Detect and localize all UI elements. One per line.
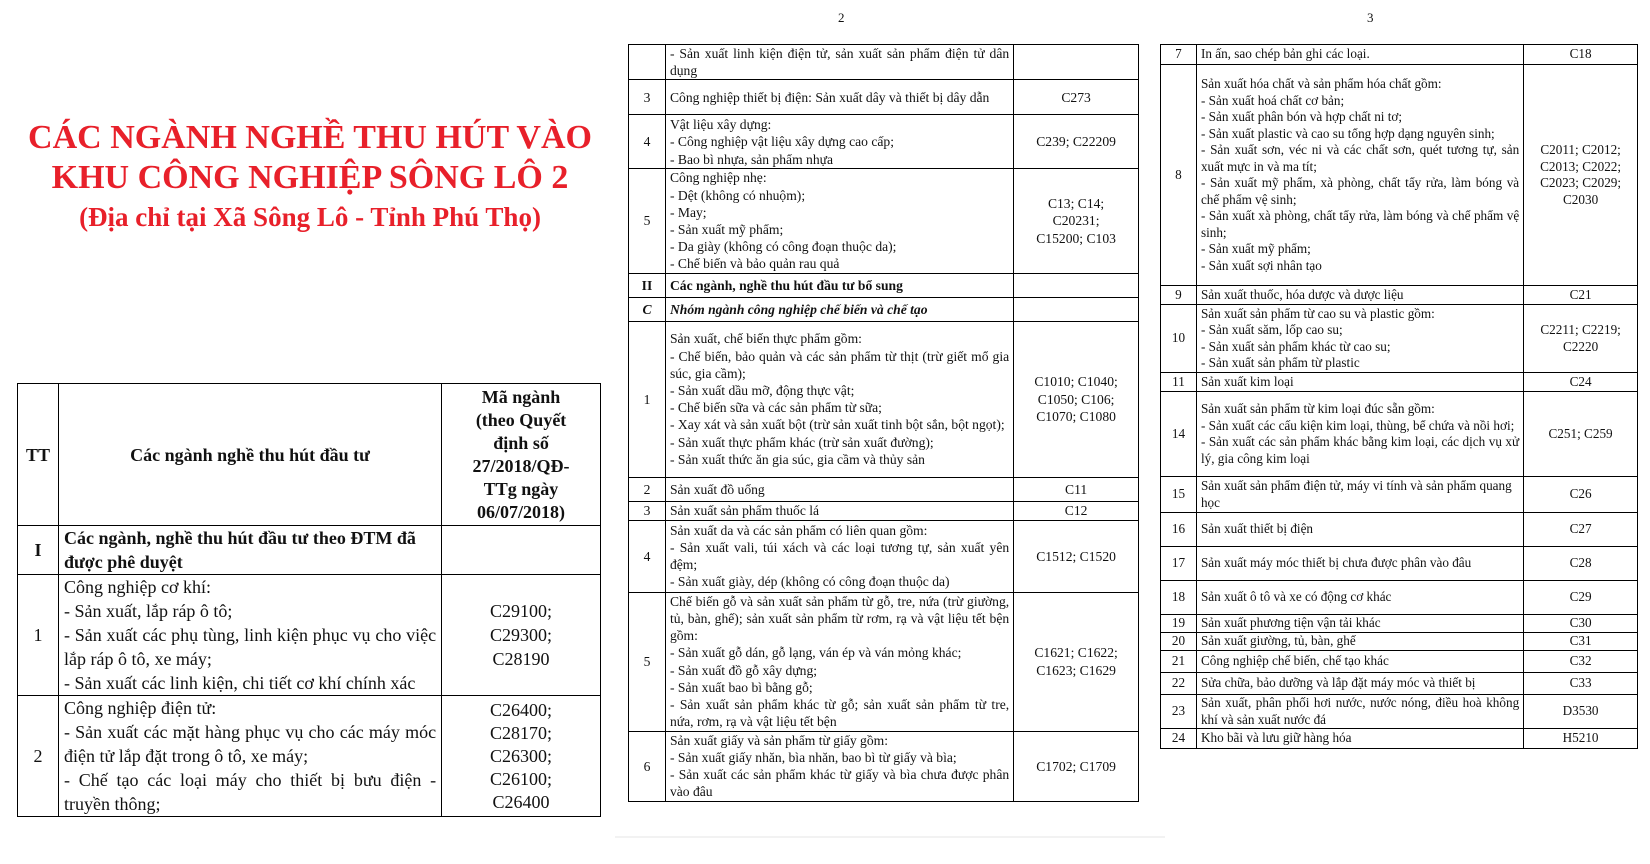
row-code bbox=[1014, 45, 1139, 80]
row-code: C28 bbox=[1524, 547, 1638, 581]
row-code: C27 bbox=[1524, 513, 1638, 547]
row-desc: Các ngành, nghề thu hút đầu tư bổ sung bbox=[665, 273, 1013, 297]
table-row bbox=[1161, 695, 1638, 729]
title-address: (Địa chỉ tại Xã Sông Lô - Tỉnh Phú Thọ) bbox=[79, 202, 541, 232]
table-row bbox=[629, 592, 1139, 731]
row-tt bbox=[629, 45, 666, 80]
table-row bbox=[18, 575, 601, 696]
row-tt: 11 bbox=[1161, 373, 1197, 392]
row-tt: 22 bbox=[1161, 673, 1197, 695]
row-tt: 6 bbox=[629, 731, 666, 801]
table-row bbox=[629, 520, 1139, 592]
row-code: D3530 bbox=[1524, 695, 1638, 729]
table-row bbox=[1161, 392, 1638, 477]
row-tt: 18 bbox=[1161, 581, 1197, 615]
page-number-3: 3 bbox=[1367, 10, 1374, 25]
row-code: C29 bbox=[1524, 581, 1638, 615]
row-desc: Sản xuất sản phẩm thuốc lá bbox=[665, 501, 1013, 520]
row-desc: Sản xuất thiết bị điện bbox=[1196, 513, 1523, 547]
row-code: C11 bbox=[1014, 477, 1139, 501]
row-code: C18 bbox=[1524, 45, 1638, 65]
row-desc: Sản xuất ô tô và xe có động cơ khác bbox=[1196, 581, 1523, 615]
row-desc: Sản xuất hóa chất và sản phẩm hóa chất gồm: - Sản xuất hoá chất cơ bản; - Sản xuất phân bón và hợp chất ni tơ; - Sản xuất plastic và cao su tổng hợp dạng nguyên sinh; - Sản xuất sơn, véc ni và các chất sơn, quét tương tự, sản xuất mực in và ma tít; - Sản xuất mỹ phẩm, xà phòng, chất tẩy rửa, làm bóng và chế phẩm vệ sinh; - Sản xuất xà phòng, chất tẩy rửa, làm bóng và chế phẩm vệ sinh; - Sản xuất mỹ phẩm; - Sản xuất sợi nhân tạo bbox=[1196, 65, 1523, 286]
row-tt: 16 bbox=[1161, 513, 1197, 547]
table-row bbox=[18, 696, 601, 817]
row-code: C30 bbox=[1524, 615, 1638, 633]
row-desc: Sản xuất máy móc thiết bị chưa được phân vào đâu bbox=[1196, 547, 1523, 581]
row-desc: Sửa chữa, bảo dưỡng và lắp đặt máy móc và thiết bị bbox=[1196, 673, 1523, 695]
table-row bbox=[1161, 65, 1638, 286]
table-row bbox=[18, 526, 601, 575]
row-code: C12 bbox=[1014, 501, 1139, 520]
row-tt: 5 bbox=[629, 169, 666, 273]
row-code: C32 bbox=[1524, 651, 1638, 673]
row-code: C251; C259 bbox=[1524, 392, 1638, 477]
table-header-row bbox=[18, 384, 601, 526]
row-tt: 2 bbox=[18, 696, 59, 817]
row-tt: C bbox=[629, 297, 666, 321]
table-row bbox=[629, 501, 1139, 520]
row-desc: Sản xuất giường, tủ, bàn, ghế bbox=[1196, 633, 1523, 651]
row-tt: 4 bbox=[629, 115, 666, 169]
row-desc: Công nghiệp chế biến, chế tạo khác bbox=[1196, 651, 1523, 673]
row-desc: Sản xuất da và các sản phẩm có liên quan gồm: - Sản xuất vali, túi xách và các loại tương tự, sản xuất yên đệm; - Sản xuất giày, dép (không có công đoạn thuộc da) bbox=[665, 520, 1013, 592]
row-tt: 3 bbox=[629, 501, 666, 520]
row-code: C2011; C2012; C2013; C2022; C2023; C2029; C2030 bbox=[1524, 65, 1638, 286]
table-row bbox=[629, 321, 1139, 477]
table-row bbox=[1161, 477, 1638, 513]
row-desc: Sản xuất, phân phối hơi nước, nước nóng, điều hoà không khí và sản xuất nước đá bbox=[1196, 695, 1523, 729]
row-desc: - Sản xuất linh kiện điện tử, sản xuất sản phẩm điện tử dân dụng bbox=[665, 45, 1013, 80]
row-desc: In ấn, sao chép bản ghi các loại. bbox=[1196, 45, 1523, 65]
row-desc: Công nghiệp thiết bị điện: Sản xuất dây và thiết bị dây dẫn bbox=[665, 80, 1013, 115]
row-tt: I bbox=[18, 526, 59, 575]
row-code: C26 bbox=[1524, 477, 1638, 513]
row-tt: 15 bbox=[1161, 477, 1197, 513]
header-industry: Các ngành nghề thu hút đầu tư bbox=[58, 384, 441, 526]
row-tt: 8 bbox=[1161, 65, 1197, 286]
table-row bbox=[1161, 673, 1638, 695]
row-code: C239; C22209 bbox=[1014, 115, 1139, 169]
industry-table-page-1 bbox=[17, 383, 601, 817]
row-desc: Công nghiệp cơ khí: - Sản xuất, lắp ráp ô tô; - Sản xuất các phụ tùng, linh kiện phục vụ cho việc lắp ráp ô tô, xe máy; - Sản xuất các linh kiện, chi tiết cơ khí chính xác bbox=[58, 575, 441, 696]
row-tt: 21 bbox=[1161, 651, 1197, 673]
table-row bbox=[1161, 45, 1638, 65]
row-code: C13; C14; C20231; C15200; C103 bbox=[1014, 169, 1139, 273]
row-code: C33 bbox=[1524, 673, 1638, 695]
row-desc: Sản xuất sản phẩm từ cao su và plastic gồm: - Sản xuất săm, lốp cao su; - Sản xuất sản phẩm khác từ cao su; - Sản xuất sản phẩm từ plastic bbox=[1196, 305, 1523, 373]
row-desc: Sản xuất sản phẩm điện tử, máy vi tính và sản phẩm quang học bbox=[1196, 477, 1523, 513]
row-desc: Vật liệu xây dựng: - Công nghiệp vật liệu xây dựng cao cấp; - Bao bì nhựa, sản phẩm nhựa bbox=[665, 115, 1013, 169]
row-desc: Sản xuất phương tiện vận tải khác bbox=[1196, 615, 1523, 633]
table-row bbox=[1161, 373, 1638, 392]
row-code: C1010; C1040; C1050; C106; C1070; C1080 bbox=[1014, 321, 1139, 477]
page-number-2: 2 bbox=[838, 10, 845, 25]
row-code: C31 bbox=[1524, 633, 1638, 651]
row-desc: Chế biến gỗ và sản xuất sản phẩm từ gỗ, tre, nứa (trừ giường, tủ, bàn, ghế); sản xuất sản phẩm từ rơm, rạ và vật liệu tết bện gồm: - Sản xuất gỗ dán, gỗ lạng, ván ép và ván mỏng khác; - Sản xuất đồ gỗ xây dựng; - Sản xuất bao bì bằng gỗ; - Sản xuất sản phẩm khác từ gỗ; sản xuất sản phẩm từ tre, nứa, rơm, rạ và vật liệu tết bện bbox=[665, 592, 1013, 731]
row-desc: Sản xuất kim loại bbox=[1196, 373, 1523, 392]
row-tt: 19 bbox=[1161, 615, 1197, 633]
row-tt: 20 bbox=[1161, 633, 1197, 651]
row-code: C273 bbox=[1014, 80, 1139, 115]
table-row bbox=[629, 115, 1139, 169]
row-code: C21 bbox=[1524, 286, 1638, 305]
row-tt: 1 bbox=[629, 321, 666, 477]
title-line-2: KHU CÔNG NGHIỆP SÔNG LÔ 2 bbox=[51, 159, 569, 196]
row-desc: Công nghiệp nhẹ: - Dệt (không có nhuộm); - May; - Sản xuất mỹ phẩm; - Da giày (không có công đoạn thuộc da); - Chế biến và bảo quản rau quả bbox=[665, 169, 1013, 273]
row-code bbox=[442, 526, 601, 575]
row-code: C1702; C1709 bbox=[1014, 731, 1139, 801]
table-row bbox=[1161, 581, 1638, 615]
table-row bbox=[1161, 633, 1638, 651]
row-desc: Sản xuất, chế biến thực phẩm gồm: - Chế biến, bảo quản và các sản phẩm từ thịt (trừ giết mổ gia súc, gia cầm); - Sản xuất dầu mỡ, động thực vật; - Chế biến sữa và các sản phẩm từ sữa; - Xay xát và sản xuất bột (trừ sản xuất tinh bột sắn, bột ngọt); - Sản xuất thực phẩm khác (trừ sản xuất đường); - Sản xuất thức ăn gia súc, gia cầm và thủy sản bbox=[665, 321, 1013, 477]
table-row bbox=[629, 731, 1139, 801]
table-row bbox=[1161, 286, 1638, 305]
table-row bbox=[629, 45, 1139, 80]
industry-table-page-3 bbox=[1160, 44, 1638, 749]
page-bottom-shadow bbox=[615, 836, 1165, 838]
row-desc: Các ngành, nghề thu hút đầu tư theo ĐTM đã được phê duyệt bbox=[58, 526, 441, 575]
header-tt: TT bbox=[18, 384, 59, 526]
row-tt: 17 bbox=[1161, 547, 1197, 581]
row-desc: Kho bãi và lưu giữ hàng hóa bbox=[1196, 729, 1523, 749]
table-row bbox=[629, 273, 1139, 297]
row-tt: 9 bbox=[1161, 286, 1197, 305]
row-desc: Sản xuất thuốc, hóa dược và dược liệu bbox=[1196, 286, 1523, 305]
row-desc: Sản xuất sản phẩm từ kim loại đúc sẵn gồm: - Sản xuất các cấu kiện kim loại, thùng, bể chứa và nồi hơi; - Sản xuất các sản phẩm khác bằng kim loại, các dịch vụ xử lý, gia công kim loại bbox=[1196, 392, 1523, 477]
row-code bbox=[1014, 273, 1139, 297]
table-row bbox=[1161, 651, 1638, 673]
title-line-1: CÁC NGÀNH NGHỀ THU HÚT VÀO bbox=[28, 119, 592, 156]
table-row bbox=[629, 477, 1139, 501]
row-desc: Sản xuất đồ uống bbox=[665, 477, 1013, 501]
row-code: C2211; C2219; C2220 bbox=[1524, 305, 1638, 373]
row-code: C24 bbox=[1524, 373, 1638, 392]
row-code: C1621; C1622; C1623; C1629 bbox=[1014, 592, 1139, 731]
row-tt: 1 bbox=[18, 575, 59, 696]
row-code bbox=[1014, 297, 1139, 321]
row-tt: 7 bbox=[1161, 45, 1197, 65]
table-row bbox=[1161, 615, 1638, 633]
header-code: Mã ngành (theo Quyết định số 27/2018/QĐ- TTg ngày 06/07/2018) bbox=[442, 384, 601, 526]
row-tt: 3 bbox=[629, 80, 666, 115]
industry-table-page-2 bbox=[628, 44, 1139, 802]
row-code: C29100; C29300; C28190 bbox=[442, 575, 601, 696]
row-desc: Nhóm ngành công nghiệp chế biến và chế tạo bbox=[665, 297, 1013, 321]
table-row bbox=[629, 297, 1139, 321]
row-tt: 14 bbox=[1161, 392, 1197, 477]
row-desc: Công nghiệp điện tử: - Sản xuất các mặt hàng phục vụ cho các máy móc điện tử lắp đặt trong ô tô, xe máy; - Chế tạo các loại máy cho thiết bị bưu điện - truyền thông; bbox=[58, 696, 441, 817]
table-row bbox=[629, 80, 1139, 115]
row-code: C26400; C28170; C26300; C26100; C26400 bbox=[442, 696, 601, 817]
row-code: C1512; C1520 bbox=[1014, 520, 1139, 592]
table-row bbox=[629, 169, 1139, 273]
row-tt: 23 bbox=[1161, 695, 1197, 729]
table-row bbox=[1161, 547, 1638, 581]
table-row bbox=[1161, 513, 1638, 547]
row-tt: 10 bbox=[1161, 305, 1197, 373]
row-tt: II bbox=[629, 273, 666, 297]
row-code: H5210 bbox=[1524, 729, 1638, 749]
row-tt: 2 bbox=[629, 477, 666, 501]
table-row bbox=[1161, 729, 1638, 749]
row-tt: 4 bbox=[629, 520, 666, 592]
row-tt: 5 bbox=[629, 592, 666, 731]
row-tt: 24 bbox=[1161, 729, 1197, 749]
row-desc: Sản xuất giấy và sản phẩm từ giấy gồm: - Sản xuất giấy nhăn, bìa nhăn, bao bì từ giấy và bìa; - Sản xuất các sản phẩm khác từ giấy và bìa chưa được phân vào đâu bbox=[665, 731, 1013, 801]
table-row bbox=[1161, 305, 1638, 373]
